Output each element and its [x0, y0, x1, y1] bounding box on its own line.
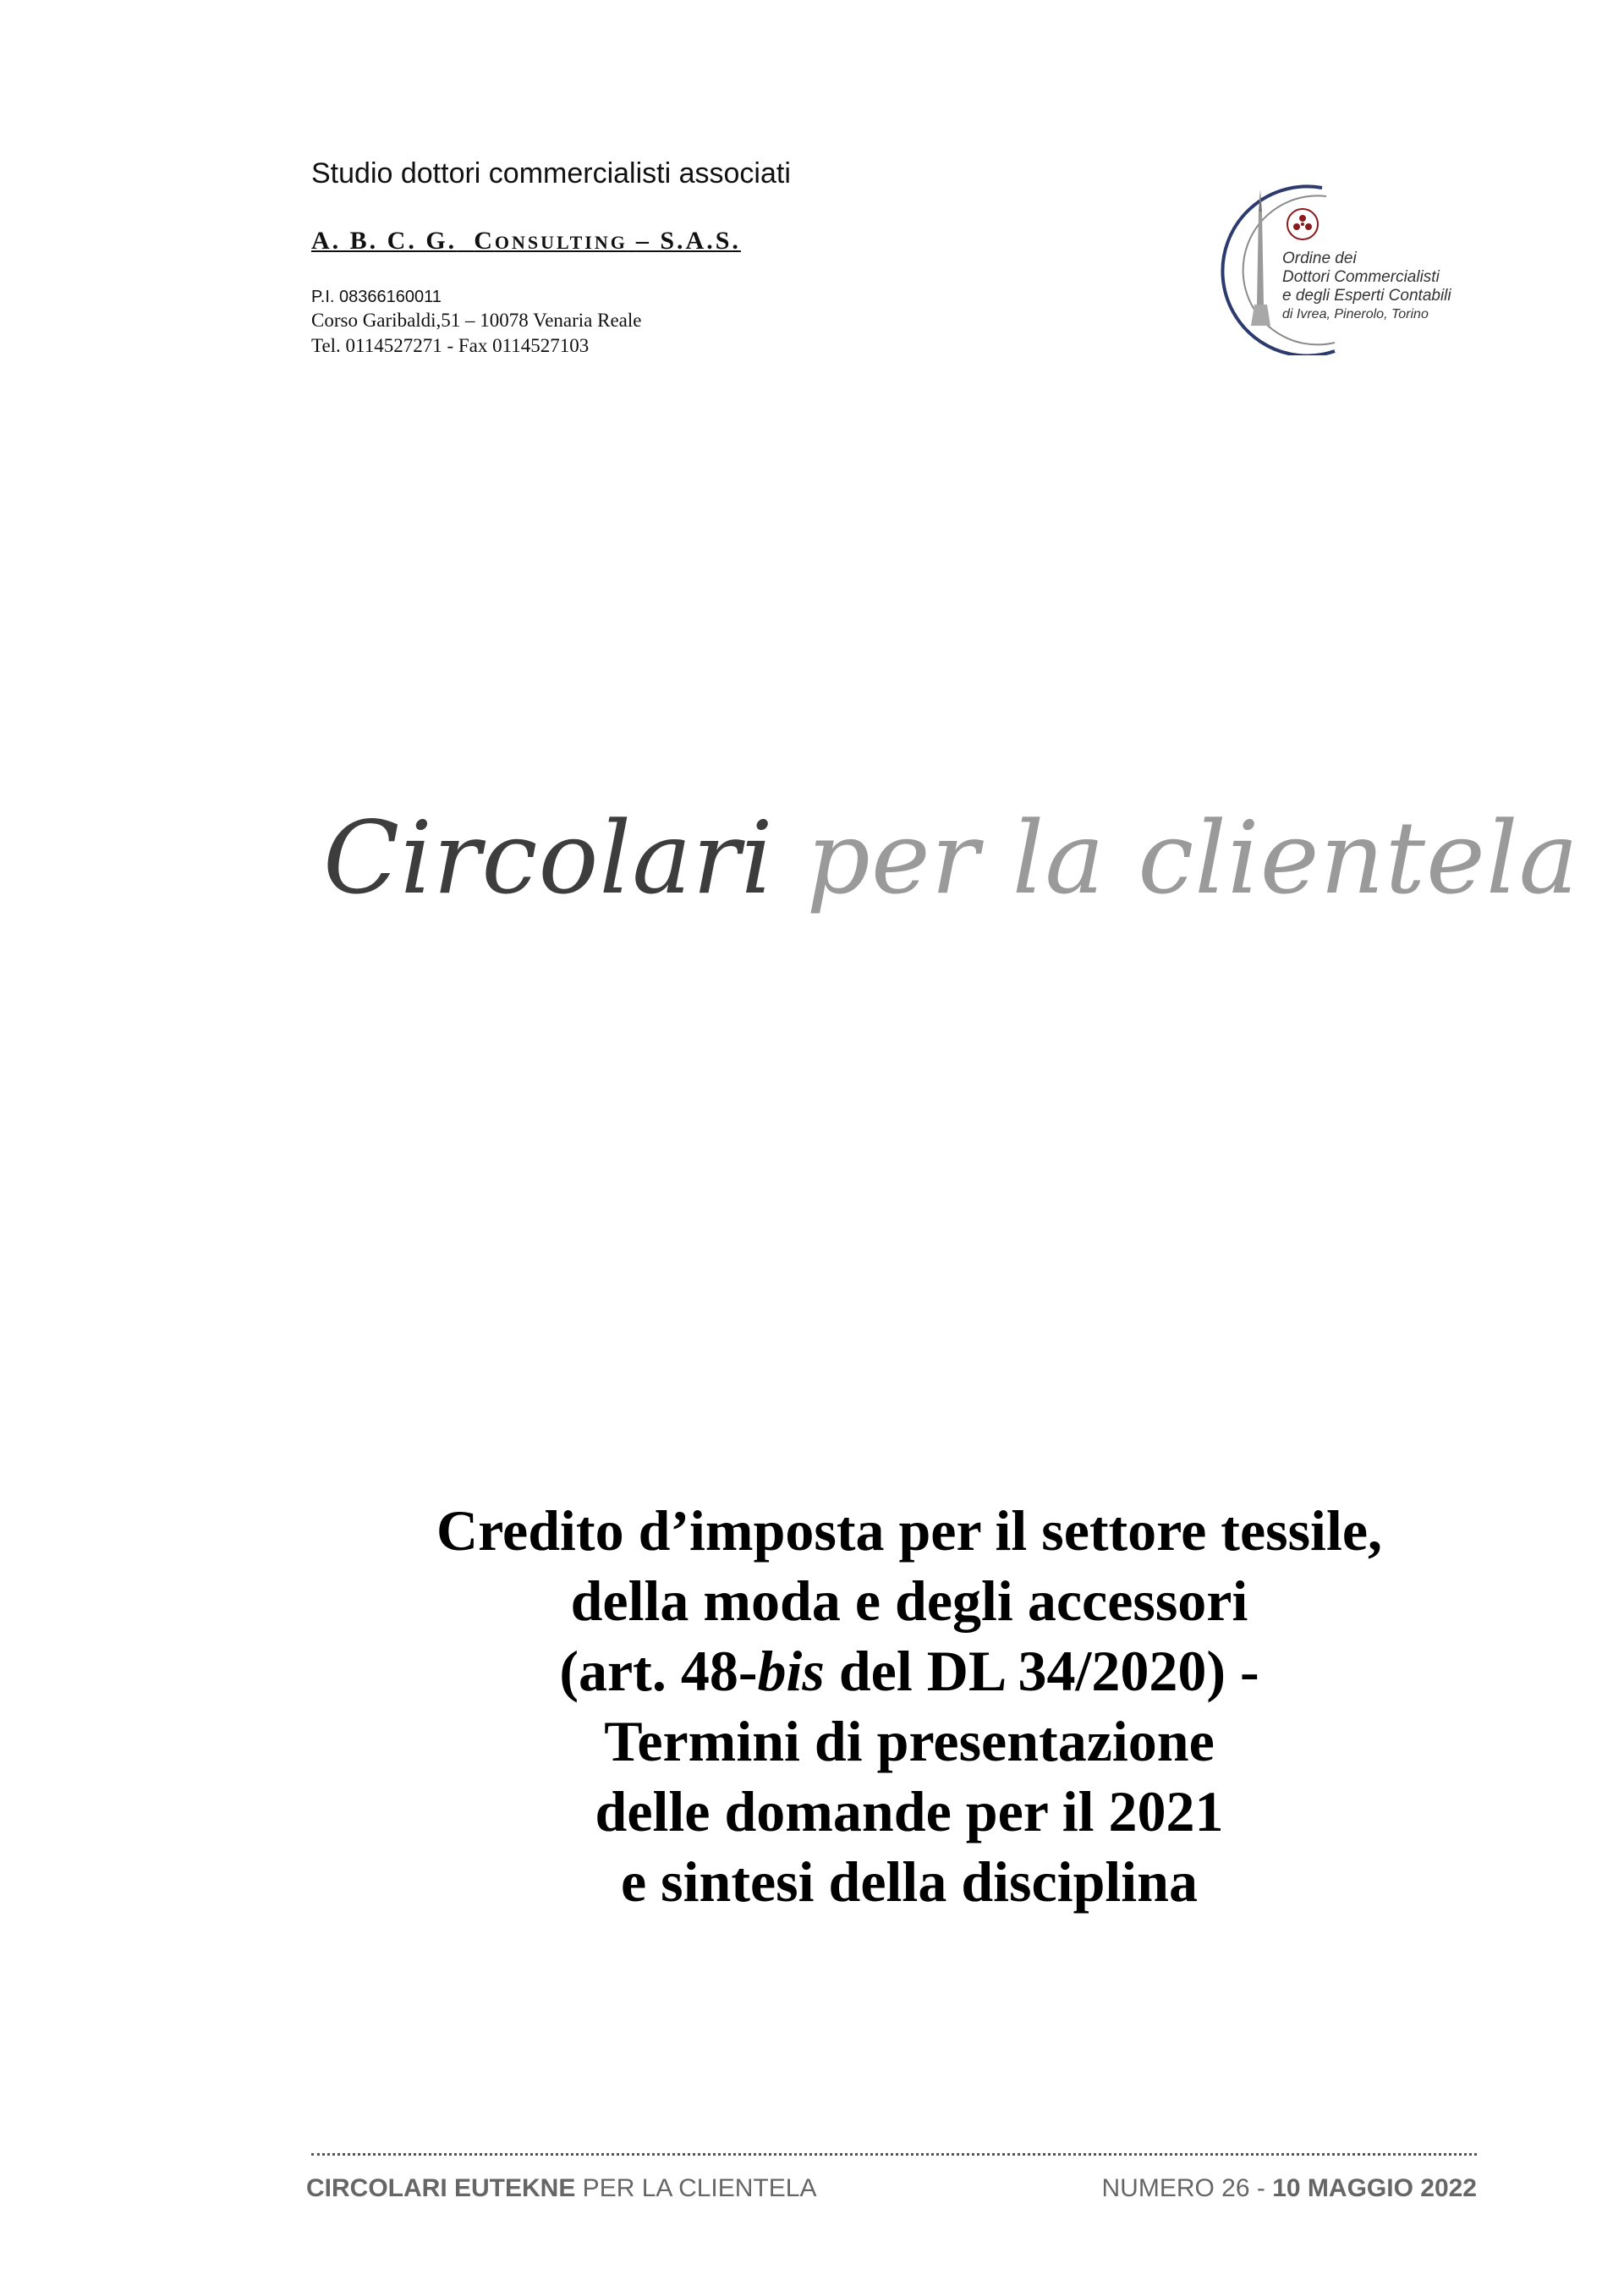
- footer-issue: [1102, 2174, 1477, 2203]
- logo-line-4: di Ivrea, Pinerolo, Torino: [1282, 307, 1429, 321]
- title-line-2: della moda e degli accessori: [570, 1569, 1248, 1633]
- order-logo-text: [1282, 250, 1451, 324]
- footer-divider: [311, 2153, 1477, 2156]
- footer-issue-number: NUMERO 26 -: [1101, 2174, 1273, 2202]
- title-line-3-italic: bis: [757, 1639, 825, 1703]
- title-line-3: [254, 1636, 1565, 1706]
- logo-line-2: Dottori Commercialisti: [1282, 268, 1440, 286]
- company-suffix: – S.A.S.: [635, 227, 741, 255]
- company-word-rest: ONSULTING: [494, 232, 628, 253]
- footer-publication-bold: CIRCOLARI EUTEKNE: [306, 2174, 576, 2202]
- vat-number: P.I. 08366160011: [311, 288, 442, 306]
- footer-publication-rest: PER LA CLIENTELA: [575, 2174, 817, 2202]
- logo-line-1: Ordine dei: [1282, 250, 1357, 267]
- studio-description: Studio dottori commercialisti associati: [311, 157, 791, 190]
- title-line-3-post: del DL 34/2020) -: [824, 1639, 1259, 1703]
- logo-line-3: e degli Esperti Contabili: [1282, 287, 1451, 305]
- brand-word-clientela: per la clientela: [806, 799, 1579, 916]
- telephone-fax: Tel. 0114527271 - Fax 0114527103: [311, 335, 590, 356]
- company-initials: A. B. C. G.: [311, 227, 458, 255]
- company-word-first-letter: C: [474, 227, 495, 255]
- brand-word-circolari: Circolari: [323, 799, 774, 916]
- publication-brand: [323, 799, 1579, 916]
- title-line-6: e sintesi della disciplina: [621, 1849, 1198, 1914]
- address: Corso Garibaldi,51 – 10078 Venaria Reale: [311, 310, 642, 331]
- footer-publication: [306, 2174, 816, 2203]
- footer-issue-date: 10 MAGGIO 2022: [1272, 2174, 1477, 2202]
- document-title: [254, 1496, 1565, 1917]
- company-name: [311, 227, 741, 255]
- title-line-4: Termini di presentazione: [604, 1709, 1215, 1773]
- title-line-5: delle domande per il 2021: [595, 1779, 1224, 1843]
- title-line-3-pre: (art. 48-: [559, 1639, 758, 1703]
- title-line-1: Credito d’imposta per il settore tessile,: [436, 1498, 1383, 1563]
